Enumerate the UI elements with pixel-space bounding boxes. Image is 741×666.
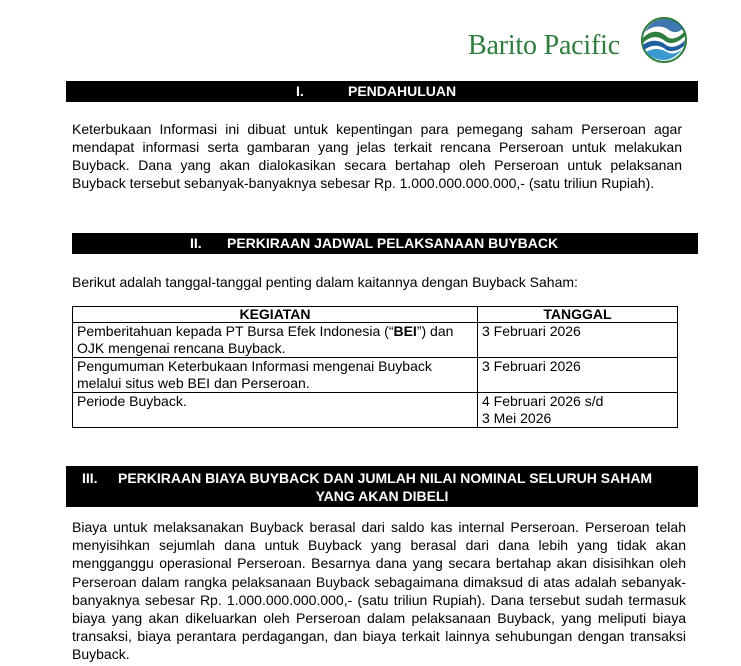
tanggal-cell: 4 Februari 2026 s/d 3 Mei 2026	[478, 393, 678, 428]
kegiatan-cell: Periode Buyback.	[73, 393, 478, 428]
section-number: II.	[190, 235, 202, 251]
section-title: PENDAHULUAN	[348, 83, 457, 99]
logo-wave-icon	[640, 16, 688, 64]
section-number: III.	[82, 470, 98, 486]
company-logo	[468, 16, 720, 68]
table-row	[73, 393, 678, 428]
section-header-jadwal	[72, 233, 698, 254]
tanggal-cell: 3 Februari 2026	[478, 323, 678, 358]
section-header-biaya	[66, 466, 698, 507]
section-title-line-1: PERKIRAAN BIAYA BUYBACK DAN JUMLAH NILAI NOMINAL SELURUH SAHAM	[118, 470, 653, 486]
cost-paragraph: Biaya untuk melaksanakan Buyback berasal dari saldo kas internal Perseroan. Perseroan telah menyisihkan sejumlah dana untuk Buyback yang berasal dari dana lebih yang tidak akan mengganggu operasional Perseroan. Besarnya dana yang secara bertahap akan disisihkan oleh Perseroan dalam rangka pelaksanaan Buyback sebagaimana dimaksud di atas adalah sebanyak-banyaknya sebesar Rp. 1.000.000.000.000,- (satu triliun Rupiah). Dana tersebut sudah termasuk biaya yang akan dikeluarkan oleh Perseroan dalam pelaksanaan Buyback, yang meliputi biaya transaksi, biaya perantara perdagangan, dan biaya terkait lainnya sehubungan dengan transaksi Buyback.	[72, 519, 686, 663]
intro-paragraph: Keterbukaan Informasi ini dibuat untuk kepentingan para pemegang saham Perseroan agar mendapat informasi serta gambaran yang jelas terkait rencana Perseroan untuk melakukan Buyback. Dana yang akan dialokasikan secara bertahap oleh Perseroan untuk pelaksanan Buyback tersebut sebanyak-banyaknya sebesar Rp. 1.000.000.000.000,- (satu triliun Rupiah).	[72, 121, 682, 191]
column-header-kegiatan: KEGIATAN	[73, 307, 478, 323]
kegiatan-cell: Pemberitahuan kepada PT Bursa Efek Indonesia (“BEI”) dan OJK mengenai rencana Buyback.	[73, 323, 478, 358]
table-header-row	[73, 307, 678, 323]
logo-wordmark: Barito Pacific	[468, 30, 620, 61]
table-row	[73, 358, 678, 393]
kegiatan-cell: Pengumuman Keterbukaan Informasi mengenai Buyback melalui situs web BEI dan Perseroan.	[73, 358, 478, 393]
schedule-intro: Berikut adalah tanggal-tanggal penting dalam kaitannya dengan Buyback Saham:	[72, 274, 578, 290]
tanggal-cell: 3 Februari 2026	[478, 358, 678, 393]
section-title-line-2: YANG AKAN DIBELI	[315, 488, 449, 504]
schedule-table	[72, 306, 678, 428]
column-header-tanggal: TANGGAL	[478, 307, 678, 323]
section-header-pendahuluan	[66, 81, 698, 102]
section-number: I.	[296, 83, 304, 99]
section-title: PERKIRAAN JADWAL PELAKSANAAN BUYBACK	[227, 235, 559, 251]
table-row	[73, 323, 678, 358]
